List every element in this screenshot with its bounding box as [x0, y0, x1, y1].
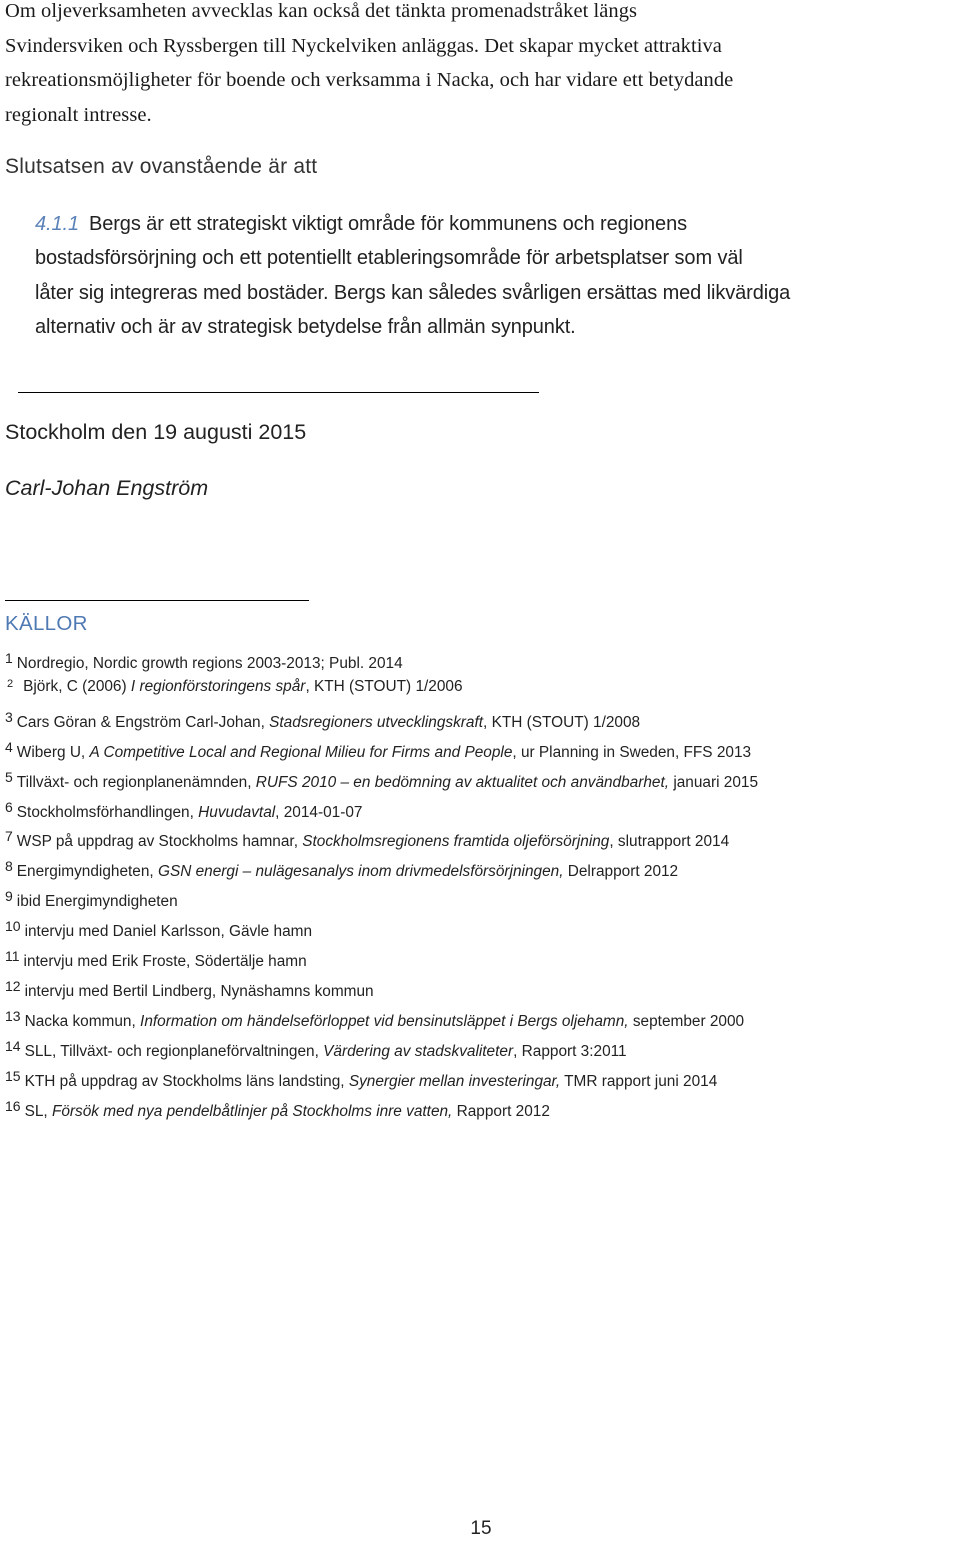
- intro-line: rekreationsmöjligheter för boende och verksamma i Nacka, och har vidare ett betydande: [5, 69, 734, 91]
- signature-divider: [18, 392, 539, 393]
- reference-number: 6: [5, 799, 13, 815]
- reference-number: 7: [5, 828, 13, 844]
- reference-text: TMR rapport juni 2014: [560, 1073, 718, 1090]
- reference-title: Stadsregioners utvecklingskraft: [269, 714, 484, 731]
- reference-item: [5, 705, 640, 729]
- reference-number: 10: [5, 918, 21, 934]
- footnote-divider: [5, 600, 309, 601]
- page-number: [0, 1518, 960, 1540]
- reference-title: Stockholmsregionens framtida oljeförsörjning: [302, 833, 610, 850]
- reference-item: [5, 672, 463, 696]
- reference-number: 2: [7, 678, 14, 690]
- reference-number: 9: [5, 888, 13, 904]
- reference-item: [5, 884, 178, 908]
- reference-title: Synergier mellan investeringar,: [348, 1073, 561, 1090]
- reference-title: Värdering av stadskvaliteter: [323, 1043, 514, 1060]
- reference-number: 8: [5, 858, 13, 874]
- reference-item: [5, 735, 751, 759]
- reference-text: Nordregio, Nordic growth regions 2003-2013; Publ. 2014: [16, 655, 403, 672]
- conclusion-paragraph: [35, 207, 960, 344]
- reference-item: [5, 914, 312, 938]
- reference-number: 13: [5, 1008, 21, 1024]
- reference-text: , KTH (STOUT) 1/2006: [305, 678, 463, 695]
- reference-text: Nacka kommun,: [24, 1013, 141, 1030]
- reference-title: RUFS 2010 – en bedömning av aktualitet och användbarhet,: [255, 774, 670, 791]
- reference-number: 3: [5, 709, 13, 725]
- conclusion-line: låter sig integreras med bostäder. Bergs kan således svårligen ersättas med likvärdiga: [35, 281, 791, 304]
- reference-text: , KTH (STOUT) 1/2008: [483, 714, 641, 731]
- reference-text: Energimyndigheten,: [16, 863, 158, 880]
- sources-heading: KÄLLOR: [5, 612, 88, 635]
- reference-number: 15: [5, 1068, 21, 1084]
- reference-number: 4: [5, 739, 13, 755]
- reference-item: [5, 765, 758, 789]
- reference-number: 11: [5, 948, 20, 964]
- reference-number: 14: [5, 1038, 21, 1054]
- intro-line: Om oljeverksamheten avvecklas kan också det tänkta promenadstråket längs: [5, 0, 638, 22]
- reference-text: intervju med Bertil Lindberg, Nynäshamns kommun: [24, 983, 374, 1000]
- reference-number: 5: [5, 769, 13, 785]
- reference-text: , 2014-01-07: [275, 804, 363, 821]
- reference-text: KTH på uppdrag av Stockholms läns landsting,: [24, 1073, 349, 1090]
- reference-item: [5, 944, 307, 968]
- intro-paragraph: [5, 0, 955, 132]
- reference-text: januari 2015: [669, 774, 759, 791]
- reference-title: Information om händelseförloppet vid bensinutsläppet i Bergs oljehamn,: [140, 1013, 629, 1030]
- signature-name: Carl-Johan Engström: [5, 476, 209, 500]
- reference-item: [5, 824, 729, 848]
- reference-item: [5, 1064, 717, 1088]
- reference-text: intervju med Erik Froste, Södertälje hamn: [23, 953, 307, 970]
- reference-item: [5, 1034, 627, 1058]
- place-date: Stockholm den 19 augusti 2015: [5, 420, 307, 444]
- reference-text: september 2000: [628, 1013, 745, 1030]
- reference-title: I regionförstoringens spår: [130, 678, 306, 695]
- reference-text: Tillväxt- och regionplanenämnden,: [16, 774, 256, 791]
- reference-text: intervju med Daniel Karlsson, Gävle hamn: [24, 923, 313, 940]
- reference-text: Rapport 2012: [452, 1103, 550, 1120]
- reference-item: [5, 795, 362, 819]
- reference-text: , ur Planning in Sweden, FFS 2013: [512, 744, 752, 761]
- reference-text: SL,: [24, 1103, 52, 1120]
- conclusion-line: bostadsförsörjning och ett potentiellt etableringsområde för arbetsplatser som väl: [35, 247, 743, 270]
- reference-number: 1: [5, 650, 13, 666]
- reference-text: Stockholmsförhandlingen,: [16, 804, 199, 821]
- page-number-value: 15: [470, 1518, 492, 1539]
- conclusion-lead: Slutsatsen av ovanstående är att: [5, 155, 318, 178]
- reference-title: GSN energi – nulägesanalys inom drivmedelsförsörjningen,: [157, 863, 564, 880]
- reference-item: [5, 1004, 744, 1028]
- conclusion-line: Bergs är ett strategiskt viktigt område för kommunens och regionens: [88, 213, 688, 235]
- reference-text: , slutrapport 2014: [609, 833, 730, 850]
- reference-number: 12: [5, 978, 21, 994]
- reference-item: [5, 1094, 550, 1118]
- reference-text: ibid Energimyndigheten: [16, 893, 178, 910]
- section-number: 4.1.1: [35, 213, 79, 235]
- conclusion-line: alternativ och är av strategisk betydelse från allmän synpunkt.: [35, 315, 576, 338]
- reference-text: SLL, Tillväxt- och regionplaneförvaltningen,: [24, 1043, 324, 1060]
- reference-text: Björk, C (2006): [23, 678, 131, 695]
- reference-text: Delrapport 2012: [563, 863, 679, 880]
- reference-item: [5, 974, 374, 998]
- reference-text: WSP på uppdrag av Stockholms hamnar,: [16, 833, 303, 850]
- reference-item: [5, 646, 403, 670]
- reference-text: Cars Göran & Engström Carl-Johan,: [16, 714, 270, 731]
- reference-title: A Competitive Local and Regional Milieu for Firms and People: [89, 744, 513, 761]
- reference-title: Huvudavtal: [198, 804, 276, 821]
- reference-number: 16: [5, 1098, 21, 1114]
- intro-line: regionalt intresse.: [5, 103, 152, 126]
- intro-line: Svindersviken och Ryssbergen till Nyckelviken anläggas. Det skapar mycket attraktiva: [5, 34, 722, 57]
- reference-text: Wiberg U,: [16, 744, 90, 761]
- reference-text: , Rapport 3:2011: [513, 1043, 627, 1060]
- reference-item: [5, 854, 678, 878]
- reference-title: Försök med nya pendelbåtlinjer på Stockholms inre vatten,: [51, 1103, 453, 1120]
